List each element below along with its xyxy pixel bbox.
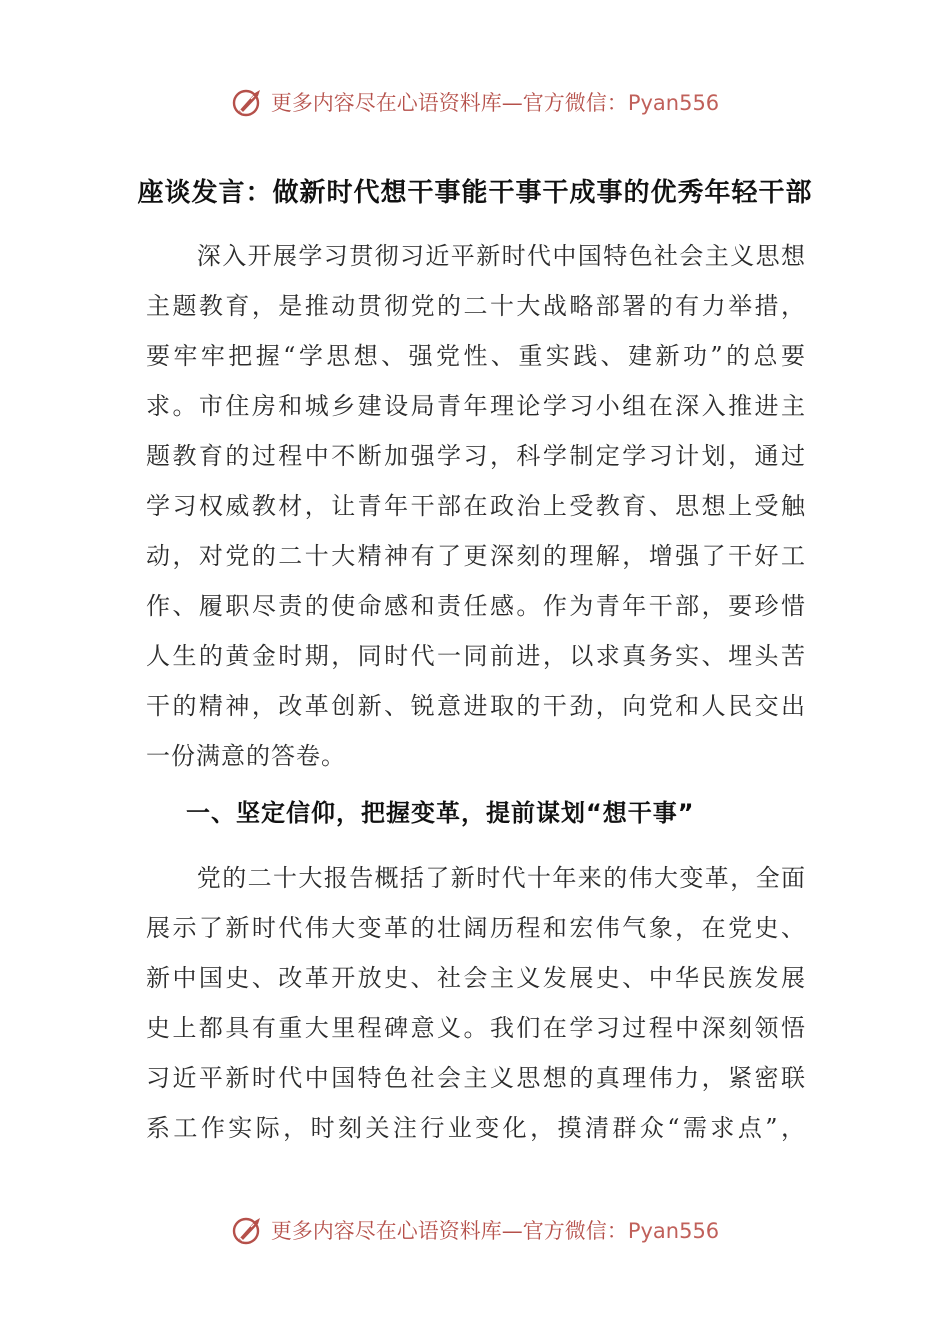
text-line: 题教育的过程中不断加强学习，科学制定学习计划，通过 [146,442,806,470]
banner-wechat-id: Pyan556 [627,91,720,115]
text-line: 作、履职尽责的使命感和责任感。作为青年干部，要珍惜 [146,592,806,620]
text-line: 学习权威教材，让青年干部在政治上受教育、思想上受触 [146,492,806,520]
banner-label: 更多内容尽在心语资料库—官方微信： [270,91,628,115]
text-line: 展示了新时代伟大变革的壮阔历程和宏伟气象，在党史、 [146,914,806,942]
text-line: 主题教育，是推动贯彻党的二十大战略部署的有力举措， [146,292,806,320]
banner-label: 更多内容尽在心语资料库—官方微信： [270,1219,628,1243]
text-line: 干的精神，改革创新、锐意进取的干劲，向党和人民交出 [146,692,806,720]
banner-text [271,87,719,117]
document-title: 座谈发言：做新时代想干事能干事干成事的优秀年轻干部 [137,178,813,208]
text-line: 求。市住房和城乡建设局青年理论学习小组在深入推进主 [146,392,806,420]
header-watermark-banner [0,82,950,122]
footer-watermark-banner [0,1210,950,1250]
text-line: 人生的黄金时期，同时代一同前进，以求真务实、埋头苦 [146,642,806,670]
text-line: 动，对党的二十大精神有了更深刻的理解，增强了干好工 [146,542,806,570]
banner-text [271,1215,719,1245]
pen-logo-icon [231,1213,265,1247]
text-line: 要牢牢把握“学思想、强党性、重实践、建新功”的总要 [146,342,806,370]
text-line: 系工作实际，时刻关注行业变化，摸清群众“需求点”， [146,1114,806,1142]
text-line: 新中国史、改革开放史、社会主义发展史、中华民族发展 [146,964,806,992]
text-line: 党的二十大报告概括了新时代十年来的伟大变革，全面 [146,864,806,892]
pen-logo-icon [231,85,265,119]
paragraph-intro [146,231,806,781]
text-line: 一份满意的答卷。 [146,742,346,770]
section-heading: 一、坚定信仰，把握变革，提前谋划“想干事” [186,799,695,827]
paragraph-section-one [146,853,806,1153]
text-line: 史上都具有重大里程碑意义。我们在学习过程中深刻领悟 [146,1014,806,1042]
text-line: 深入开展学习贯彻习近平新时代中国特色社会主义思想 [146,242,806,270]
text-line: 习近平新时代中国特色社会主义思想的真理伟力，紧密联 [146,1064,806,1092]
banner-wechat-id: Pyan556 [627,1219,720,1243]
